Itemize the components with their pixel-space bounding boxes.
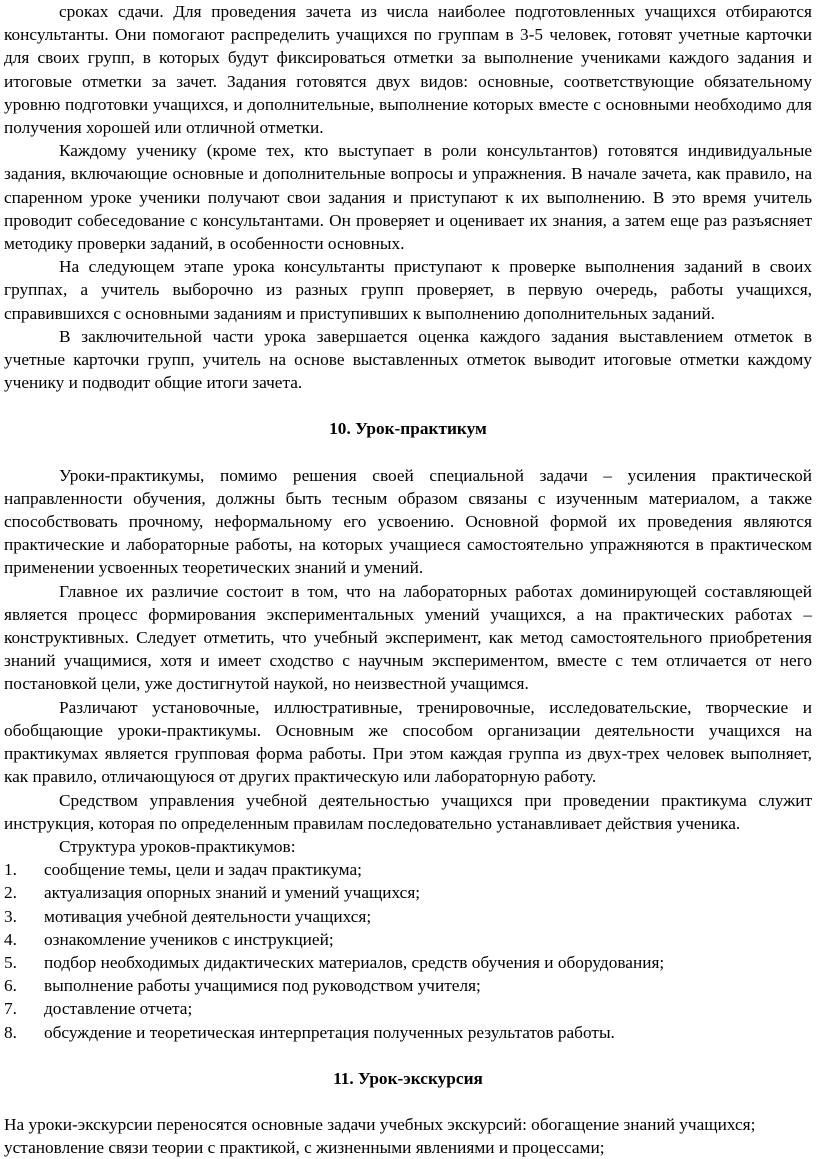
list-item-text: мотивация учебной деятельности учащихся;: [44, 906, 372, 926]
list-item-text: обсуждение и теоретическая интерпретация полученных результатов работы.: [44, 1022, 615, 1042]
section-10-paragraph-4: Средством управления учебной деятельностью учащихся при проведении практикума служит инструкция, которая по определенным правилам последовательно устанавливает действия ученика.: [4, 790, 812, 833]
section-11-heading: 11. Урок-экскурсия: [333, 1068, 483, 1088]
list-item-number: 6.: [4, 976, 17, 996]
intro-paragraph-2: Каждому ученику (кроме тех, кто выступает в роли консультантов) готовятся индивидуальные задания, включающие основные и дополнительные вопросы и упражнения. В начале зачета, как правило, на спаренном уроке ученики получают свои задания и приступают к их выполнению. В это время учитель проводит собеседование с консультантами. Он проверяет и оценивает их знания, а затем еще раз разъясняет методику проверки заданий, в особенности основных.: [4, 141, 812, 254]
list-item-number: 4.: [4, 929, 17, 949]
list-item-number: 5.: [4, 952, 17, 972]
list-item: [4, 858, 812, 881]
list-item-text: актуализация опорных знаний и умений учащихся;: [44, 883, 421, 903]
list-item: [4, 928, 812, 951]
section-11-paragraph: На уроки-экскурсии переносятся основные задачи учебных экскурсий: обогащение знаний учащихся; установление связи теории с практикой, с жизненными явлениями и процессами;: [4, 1114, 756, 1158]
intro-paragraph-4: В заключительной части урока завершается оценка каждого задания выставлением отметок в учетные карточки групп, учитель на основе выставленных отметок выводит итоговые отметки каждому ученику и подводит общие итоги зачета.: [4, 326, 812, 393]
list-item-text: выполнение работы учащимися под руководством учителя;: [44, 976, 481, 996]
list-item: [4, 997, 812, 1020]
list-item-text: доставление отчета;: [44, 999, 193, 1019]
structure-intro: Структура уроков-практикумов:: [59, 836, 296, 856]
section-10-heading: 10. Урок-практикум: [329, 419, 487, 439]
list-item: [4, 1021, 812, 1044]
list-item: [4, 905, 812, 928]
section-10-paragraph-3: Различают установочные, иллюстративные, тренировочные, исследовательские, творческие и обобщающие уроки-практикумы. Основным же способом организации деятельности учащихся на практикумах является групповая форма работы. При этом каждая группа из двух-трех человек выполняет, как правило, отличающуюся от других практическую или лабораторную работу.: [4, 697, 812, 787]
section-10-paragraph-1: Уроки-практикумы, помимо решения своей специальной задачи – усиления практической направленности обучения, должны быть тесным образом связаны с изученным материалом, а также способствовать прочному, неформальному его усвоению. Основной формой их проведения являются практические и лабораторные работы, на которых учащиеся самостоятельно упражняются в практическом применении усвоенных теоретических знаний и умений.: [4, 465, 812, 578]
list-item: [4, 951, 812, 974]
structure-list: [4, 858, 812, 1044]
intro-paragraph-1: сроках сдачи. Для проведения зачета из числа наиболее подготовленных учащихся отбираются консультанты. Они помогают распределить учащихся по группам в 3-5 человек, готовят учетные карточки для своих групп, в которых будут фиксироваться отметки за выполнение учениками каждого задания и итоговые отметки за зачет. Задания готовятся двух видов: основные, соответствующие обязательному уровню подготовки учащихся, и дополнительные, выполнение которых вместе с основными необходимо для получения хорошей или отличной отметки.: [4, 2, 812, 138]
list-item-number: 7.: [4, 999, 17, 1019]
intro-paragraph-3: На следующем этапе урока консультанты приступают к проверке выполнения заданий в своих группах, а учитель выборочно из разных групп проверяет, в первую очередь, работы учащихся, справившихся с основными заданиям и приступивших к выполнению дополнительных заданий.: [4, 257, 812, 323]
list-item-number: 8.: [4, 1022, 17, 1042]
list-item-text: сообщение темы, цели и задач практикума;: [44, 860, 362, 880]
list-item-number: 3.: [4, 906, 17, 926]
list-item: [4, 974, 812, 997]
list-item-text: ознакомление учеников с инструкцией;: [44, 929, 334, 949]
list-item-number: 1.: [4, 860, 17, 880]
list-item-number: 2.: [4, 883, 17, 903]
list-item: [4, 881, 812, 904]
list-item-text: подбор необходимых дидактических материалов, средств обучения и оборудования;: [44, 952, 665, 972]
section-10-paragraph-2: Главное их различие состоит в том, что на лабораторных работах доминирующей составляющей является процесс формирования экспериментальных умений учащихся, а на практических работах – конструктивных. Следует отметить, что учебный эксперимент, как метод самостоятельного приобретения знаний учащимися, хотя и имеет сходство с научным экспериментом, вместе с тем отличается от него постановкой цели, уже достигнутой наукой, но неизвестной учащимся.: [4, 581, 812, 694]
